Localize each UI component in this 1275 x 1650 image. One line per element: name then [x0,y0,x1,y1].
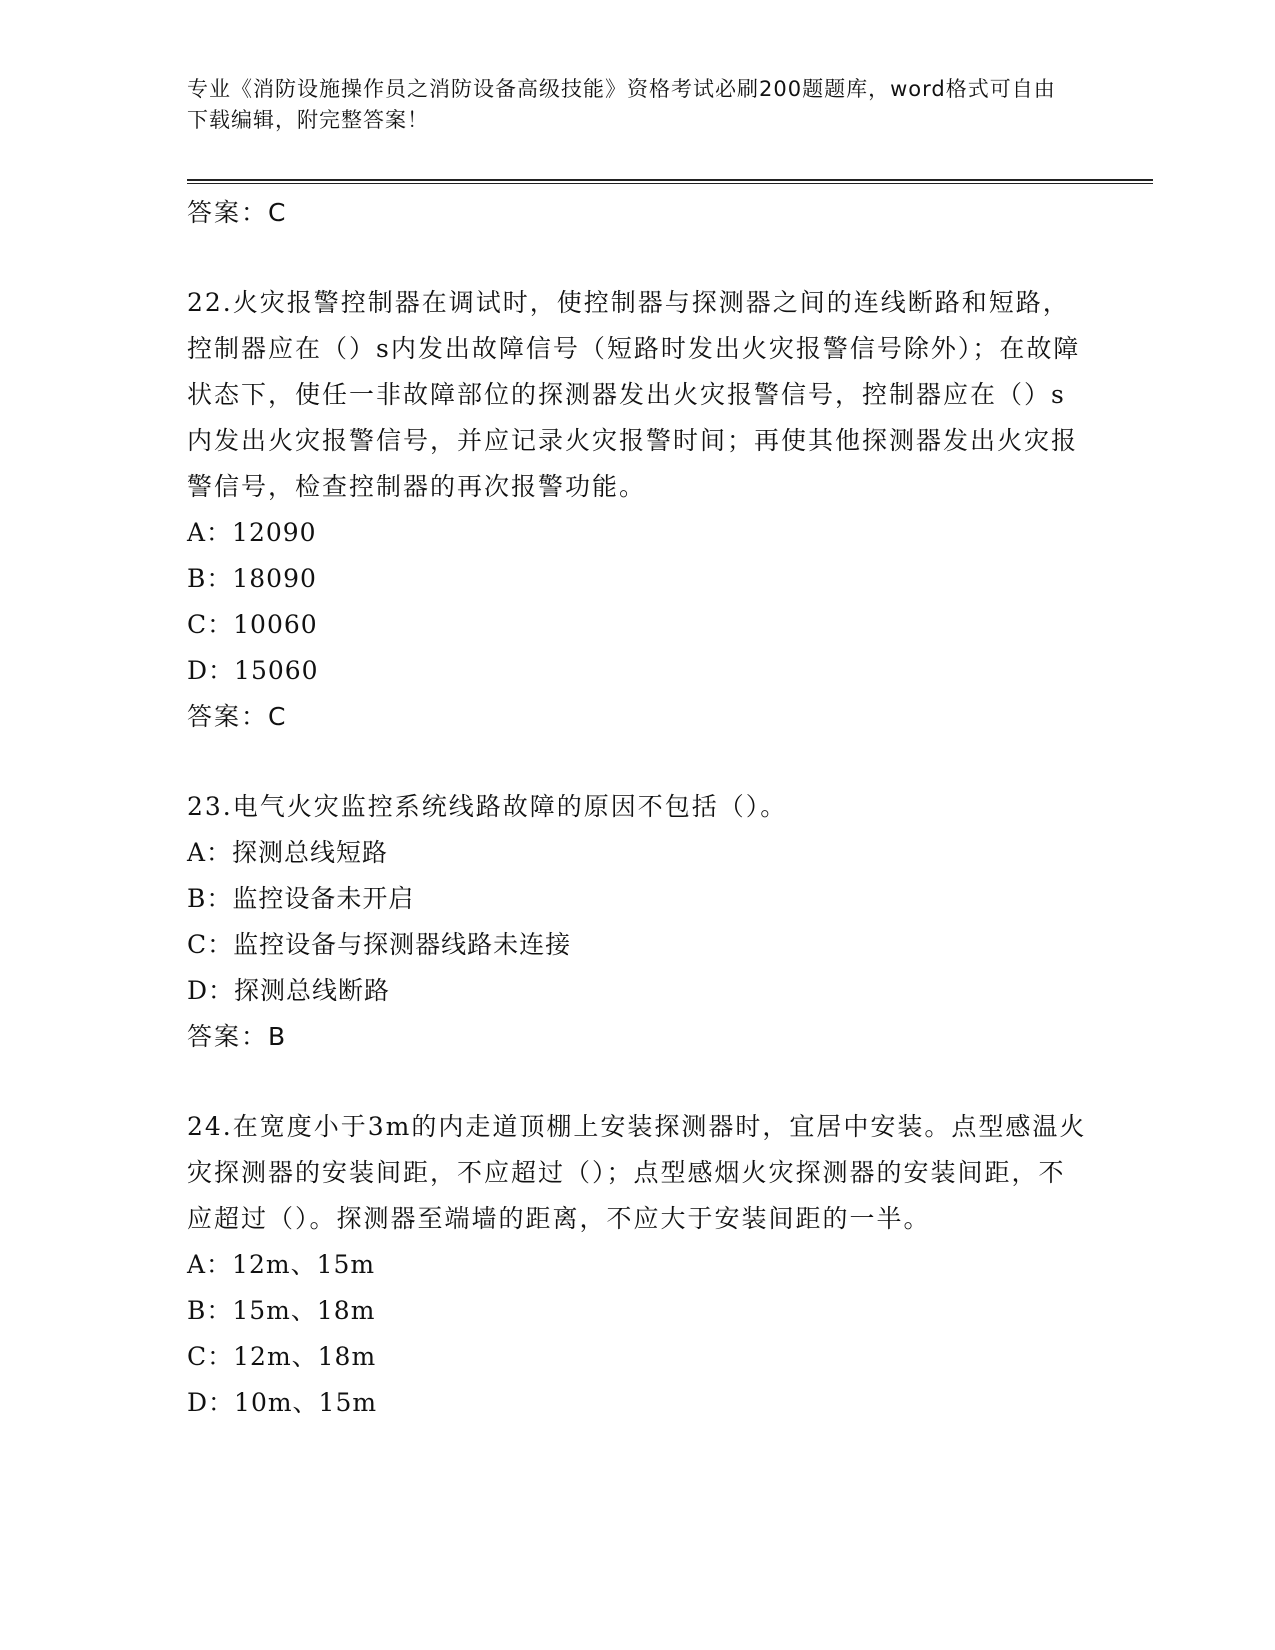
question-22 [187,280,1087,740]
question-24 [187,1104,1087,1426]
question-text: 22.火灾报警控制器在调试时，使控制器与探测器之间的连线断路和短路，控制器应在（）s内发出故障信号（短路时发出火灾报警信号除外）；在故障状态下，使任一非故障部位的探测器发出火灾报警信号，控制器应在（）s内发出火灾报警信号，并应记录火灾报警时间；再使其他探测器发出火灾报警信号，检查控制器的再次报警功能。 [187,288,1081,501]
question-text: 23.电气火灾监控系统线路故障的原因不包括（）。 [187,792,788,821]
option-a: A：12090 [187,518,317,547]
answer: 答案：B [187,1022,288,1051]
option-b: B：监控设备未开启 [187,884,415,913]
question-list [187,190,1087,1426]
question-23 [187,784,1087,1060]
document-header: 专业《消防设施操作员之消防设备高级技能》资格考试必刷200题题库，word格式可自由下载编辑，附完整答案！ [187,77,1056,132]
option-d: D：10m、15m [187,1388,378,1417]
option-a: A：12m、15m [187,1250,376,1279]
previous-answer: 答案：C [187,198,288,227]
option-d: D：探测总线断路 [187,976,391,1005]
option-d: D：15060 [187,656,319,685]
header-rule-thick [187,179,1153,181]
header-rule-thin [187,183,1153,184]
question-text: 24.在宽度小于3m的内走道顶棚上安装探测器时，宜居中安装。点型感温火灾探测器的安装间距，不应超过（）；点型感烟火灾探测器的安装间距，不应超过（）。探测器至端墙的距离，不应大于安装间距的一半。 [187,1112,1087,1233]
answer: 答案：C [187,702,288,731]
option-c: C：10060 [187,610,318,639]
option-c: C：12m、18m [187,1342,377,1371]
option-b: B：15m、18m [187,1296,376,1325]
option-a: A：探测总线短路 [187,838,389,867]
option-b: B：18090 [187,564,317,593]
option-c: C：监控设备与探测器线路未连接 [187,930,572,959]
